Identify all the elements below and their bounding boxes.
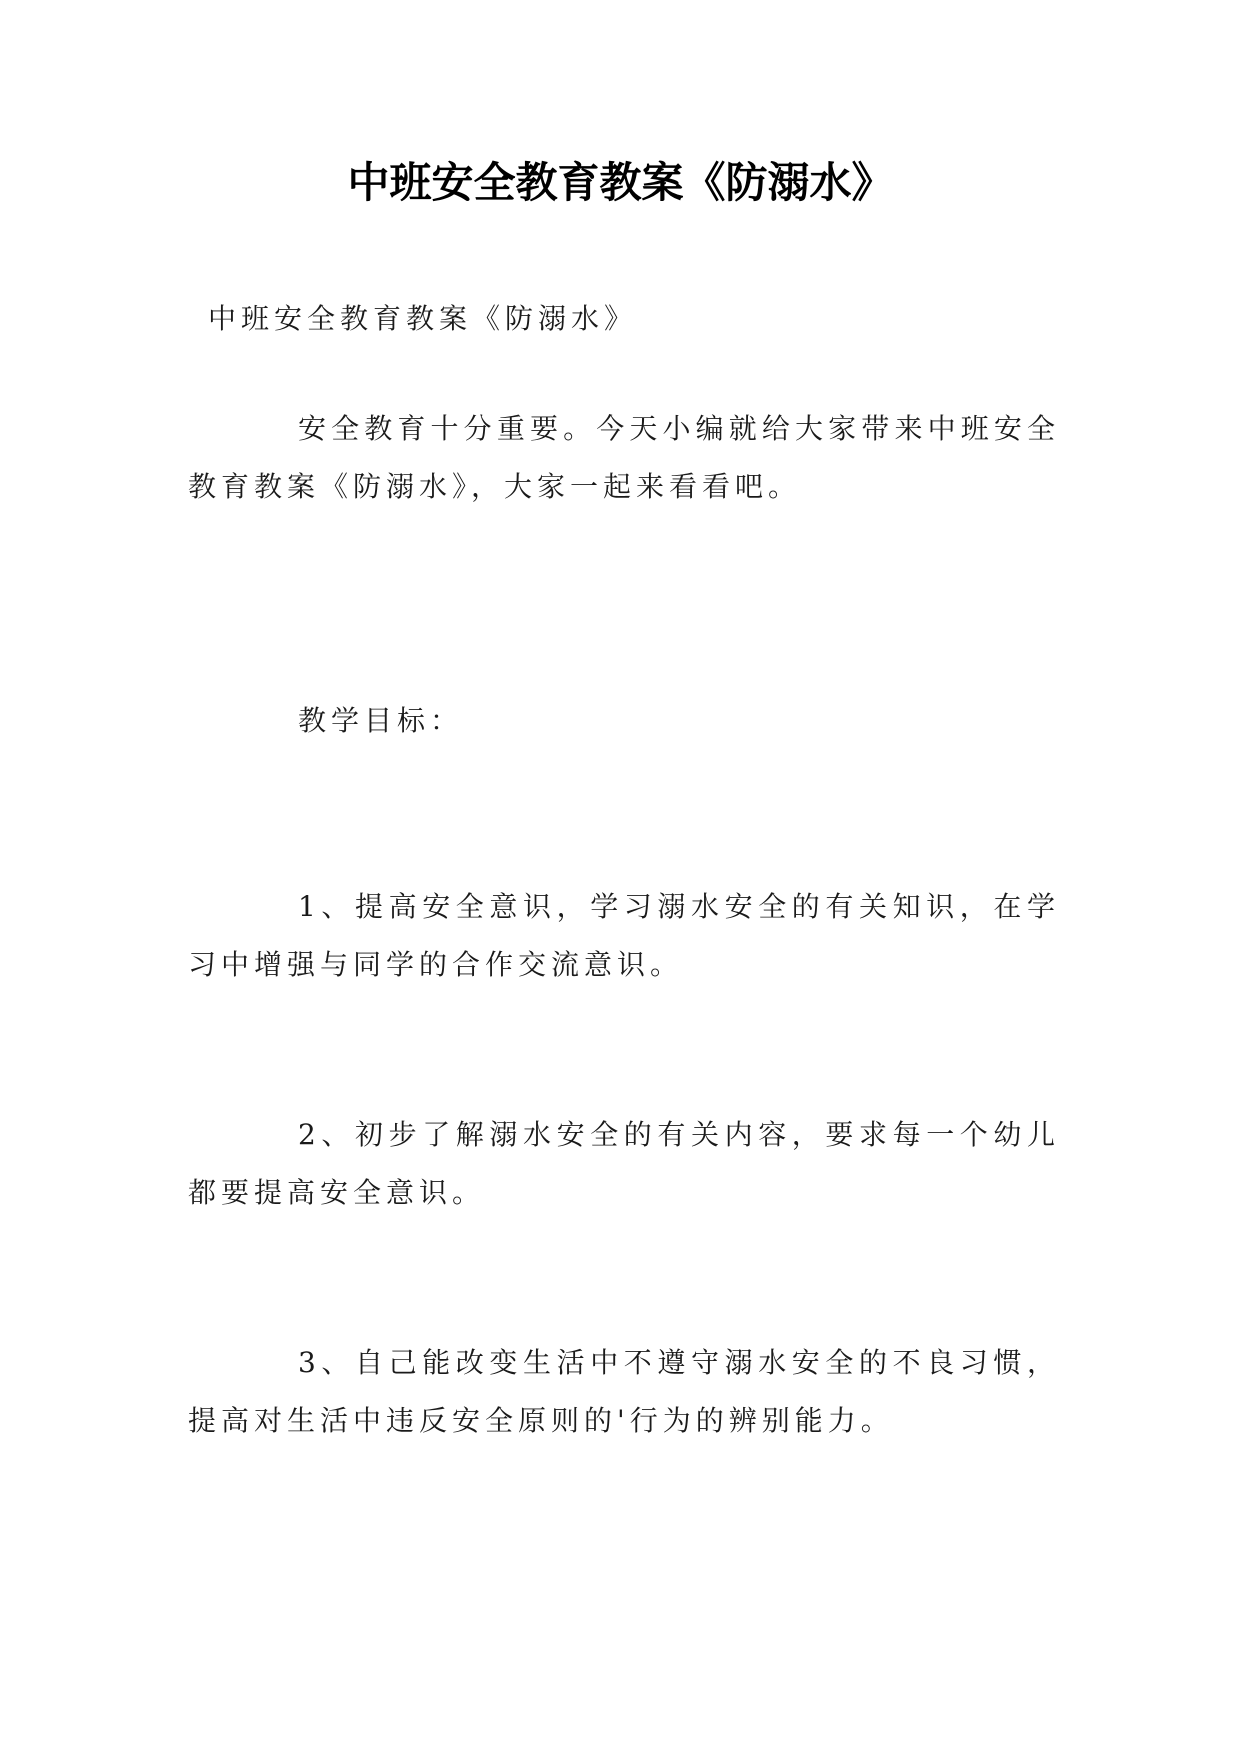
document-title: 中班安全教育教案《防溺水》 <box>347 158 894 207</box>
goal-item-3: 3、自己能改变生活中不遵守溺水安全的不良习惯，提高对生活中违反安全原则的'行为的辨别能力。 <box>188 1346 1060 1437</box>
goals-heading: 教学目标： <box>298 704 464 737</box>
goal-item-1: 1、提高安全意识，学习溺水安全的有关知识，在学习中增强与同学的合作交流意识。 <box>188 890 1060 981</box>
intro-paragraph: 安全教育十分重要。今天小编就给大家带来中班安全教育教案《防溺水》，大家一起来看看吧。 <box>188 412 1060 503</box>
document-subtitle: 中班安全教育教案《防溺水》 <box>208 302 638 335</box>
goal-item-2: 2、初步了解溺水安全的有关内容，要求每一个幼儿都要提高安全意识。 <box>188 1118 1060 1209</box>
